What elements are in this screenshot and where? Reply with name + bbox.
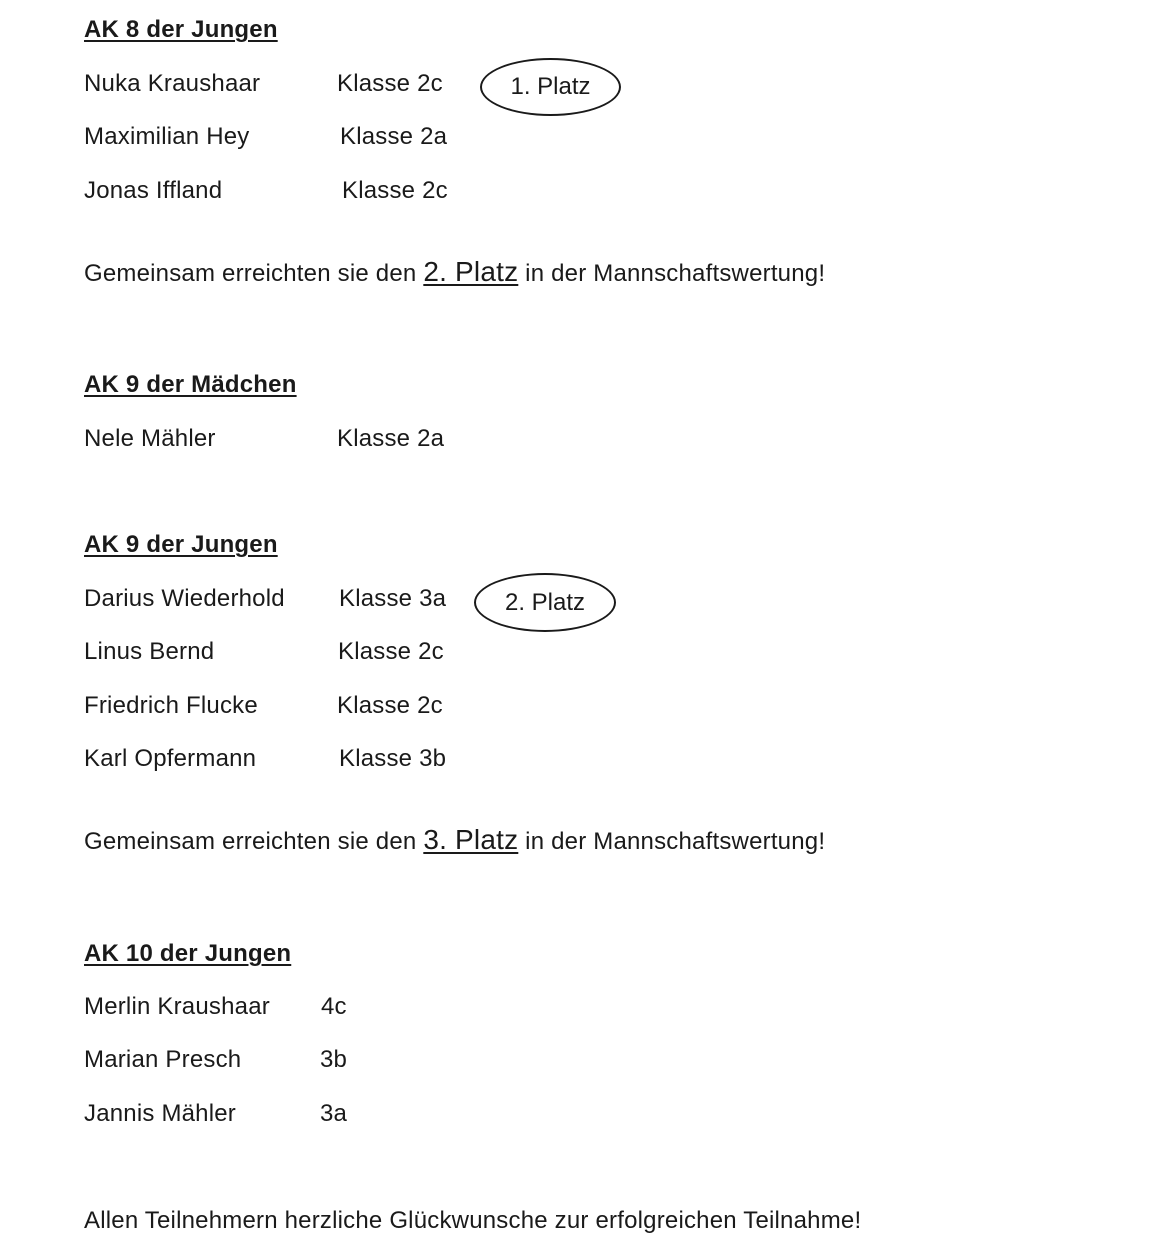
section-heading: AK 8 der Jungen	[84, 16, 278, 43]
team-result-place: 2. Platz	[423, 256, 519, 287]
participant-name: Nuka Kraushaar	[84, 70, 261, 97]
closing-text: Allen Teilnehmern herzliche Glückwunsche zur erfolgreichen Teilnahme!	[84, 1207, 862, 1234]
participant-class: Klasse 2a	[337, 425, 445, 452]
section-heading: AK 9 der Jungen	[84, 531, 278, 558]
participant-class: Klasse 2c	[337, 70, 443, 97]
team-result-place: 3. Platz	[423, 824, 519, 855]
participant-name: Jonas Iffland	[84, 177, 223, 204]
participant-class: 3a	[320, 1100, 348, 1127]
participant-name: Karl Opfermann	[84, 745, 257, 772]
team-result-prefix: Gemeinsam erreichten sie den	[84, 828, 417, 855]
team-result-line	[84, 257, 825, 289]
participant-class: Klasse 2c	[338, 638, 444, 665]
participant-name: Linus Bernd	[84, 638, 215, 665]
placement-badge: 2. Platz	[474, 573, 616, 632]
team-result-prefix: Gemeinsam erreichten sie den	[84, 260, 417, 287]
participant-class: 4c	[321, 993, 347, 1020]
participant-class: 3b	[320, 1046, 348, 1073]
participant-name: Marian Presch	[84, 1046, 242, 1073]
participant-class: Klasse 2a	[340, 123, 448, 150]
participant-name: Nele Mähler	[84, 425, 216, 452]
section-heading: AK 9 der Mädchen	[84, 371, 297, 398]
participant-name: Jannis Mähler	[84, 1100, 237, 1127]
participant-class: Klasse 2c	[337, 692, 443, 719]
placement-badge: 1. Platz	[480, 58, 621, 116]
team-result-line	[84, 825, 825, 857]
participant-name: Merlin Kraushaar	[84, 993, 270, 1020]
participant-name: Darius Wiederhold	[84, 585, 285, 612]
participant-name: Friedrich Flucke	[84, 692, 258, 719]
participant-class: Klasse 3a	[339, 585, 447, 612]
participant-class: Klasse 3b	[339, 745, 447, 772]
participant-name: Maximilian Hey	[84, 123, 250, 150]
section-heading: AK 10 der Jungen	[84, 940, 292, 967]
participant-class: Klasse 2c	[342, 177, 448, 204]
team-result-suffix: in der Mannschaftswertung!	[525, 260, 826, 287]
team-result-suffix: in der Mannschaftswertung!	[525, 828, 826, 855]
